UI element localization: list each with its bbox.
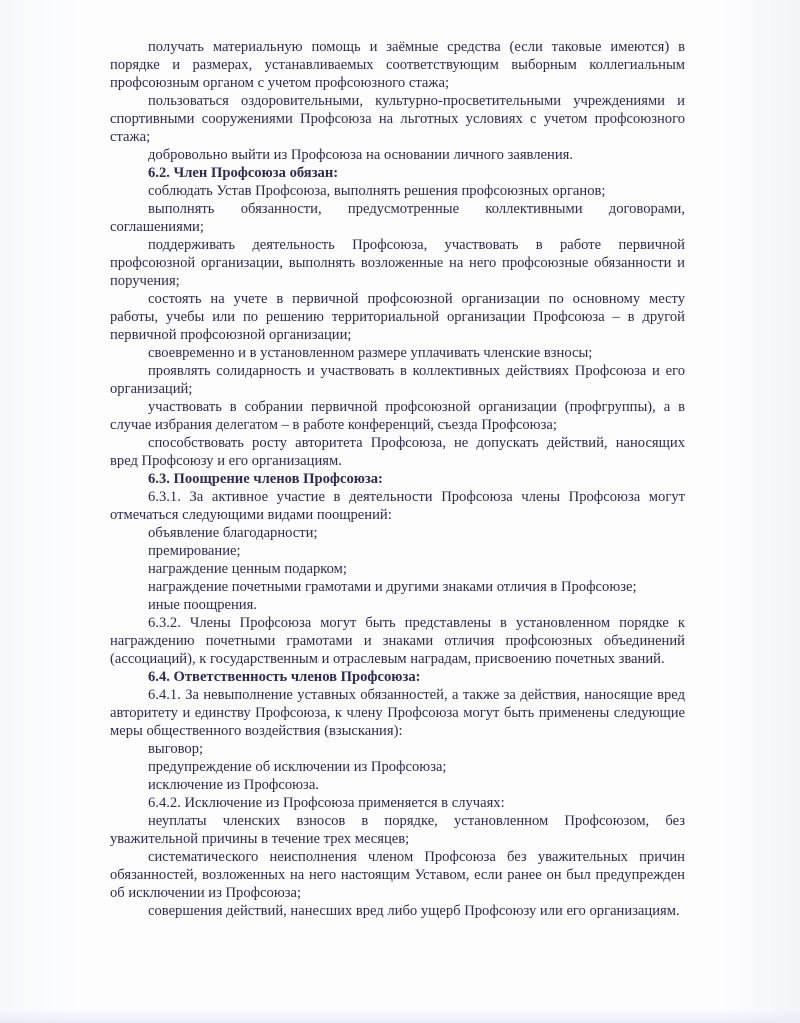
paragraph: своевременно и в установленном размере уплачивать членские взносы;: [148, 345, 593, 361]
scan-bottom-edge: [0, 1009, 800, 1023]
section-heading-6-4: 6.4. Ответственность членов Профсоюза:: [148, 669, 421, 685]
list-item: награждение ценным подарком;: [148, 561, 347, 577]
paragraph: способствовать росту авторитета Профсоюза, не допускать действий, наносящих вред Профсоюзу и его организациям.: [110, 435, 685, 469]
paragraph: проявлять солидарность и участвовать в коллективных действиях Профсоюза и его организаций;: [110, 363, 685, 397]
list-item: выговор;: [148, 741, 204, 757]
paragraph: 6.4.1. За невыполнение уставных обязанностей, а также за действия, наносящие вред авторитету и единству Профсоюза, к члену Профсоюза могут быть применены следующие меры общественного воздействия (взыскания):: [110, 687, 685, 739]
paragraph: пользоваться оздоровительными, культурно-просветительными учреждениями и спортивными сооружениями Профсоюза на льготных условиях с учетом профсоюзного стажа;: [110, 93, 685, 145]
document-body: [110, 38, 685, 920]
paragraph: систематического неисполнения членом Профсоюза без уважительных причин обязанностей, возложенных на него настоящим Уставом, если ранее он был предупрежден об исключении из Профсоюза;: [110, 849, 685, 901]
paragraph: соблюдать Устав Профсоюза, выполнять решения профсоюзных органов;: [148, 183, 606, 199]
list-item: награждение почетными грамотами и другими знаками отличия в Профсоюзе;: [148, 579, 637, 595]
paragraph: поддерживать деятельность Профсоюза, участвовать в работе первичной профсоюзной организации, выполнять возложенные на него профсоюзные обязанности и поручения;: [110, 237, 685, 289]
paragraph: неуплаты членских взносов в порядке, установленном Профсоюзом, без уважительной причины в течение трех месяцев;: [110, 813, 685, 847]
list-item: иные поощрения.: [148, 597, 257, 613]
paragraph: 6.4.2. Исключение из Профсоюза применяется в случаях:: [148, 795, 505, 811]
list-item: премирование;: [148, 543, 241, 559]
paragraph: получать материальную помощь и заёмные средства (если таковые имеются) в порядке и размерах, устанавливаемых соответствующим выборным коллегиальным профсоюзным органом с учетом профсоюзного стажа;: [110, 39, 685, 91]
paragraph: 6.3.2. Члены Профсоюза могут быть представлены в установленном порядке к награждению почетными грамотами и знаками отличия профсоюзных объединений (ассоциаций), к государственным и отраслевым наградам, присвоению почетных званий.: [110, 615, 685, 667]
paragraph: 6.3.1. За активное участие в деятельности Профсоюза члены Профсоюза могут отмечаться следующими видами поощрений:: [110, 489, 685, 523]
list-item: исключение из Профсоюза.: [148, 777, 319, 793]
paragraph: состоять на учете в первичной профсоюзной организации по основному месту работы, учебы или по решению территориальной организации Профсоюза – в другой первичной профсоюзной организации;: [110, 291, 685, 343]
paragraph: добровольно выйти из Профсоюза на основании личного заявления.: [148, 147, 573, 163]
section-heading-6-2: 6.2. Член Профсоюза обязан:: [148, 165, 339, 181]
list-item: предупреждение об исключении из Профсоюза;: [148, 759, 447, 775]
list-item: объявление благодарности;: [148, 525, 318, 541]
paragraph: участвовать в собрании первичной профсоюзной организации (профгруппы), а в случае избрания делегатом – в работе конференций, съезда Профсоюза;: [110, 399, 685, 433]
paragraph: совершения действий, нанесших вред либо ущерб Профсоюзу или его организациям.: [148, 903, 680, 919]
paragraph: выполнять обязанности, предусмотренные коллективными договорами, соглашениями;: [110, 201, 685, 235]
section-heading-6-3: 6.3. Поощрение членов Профсоюза:: [148, 471, 383, 487]
